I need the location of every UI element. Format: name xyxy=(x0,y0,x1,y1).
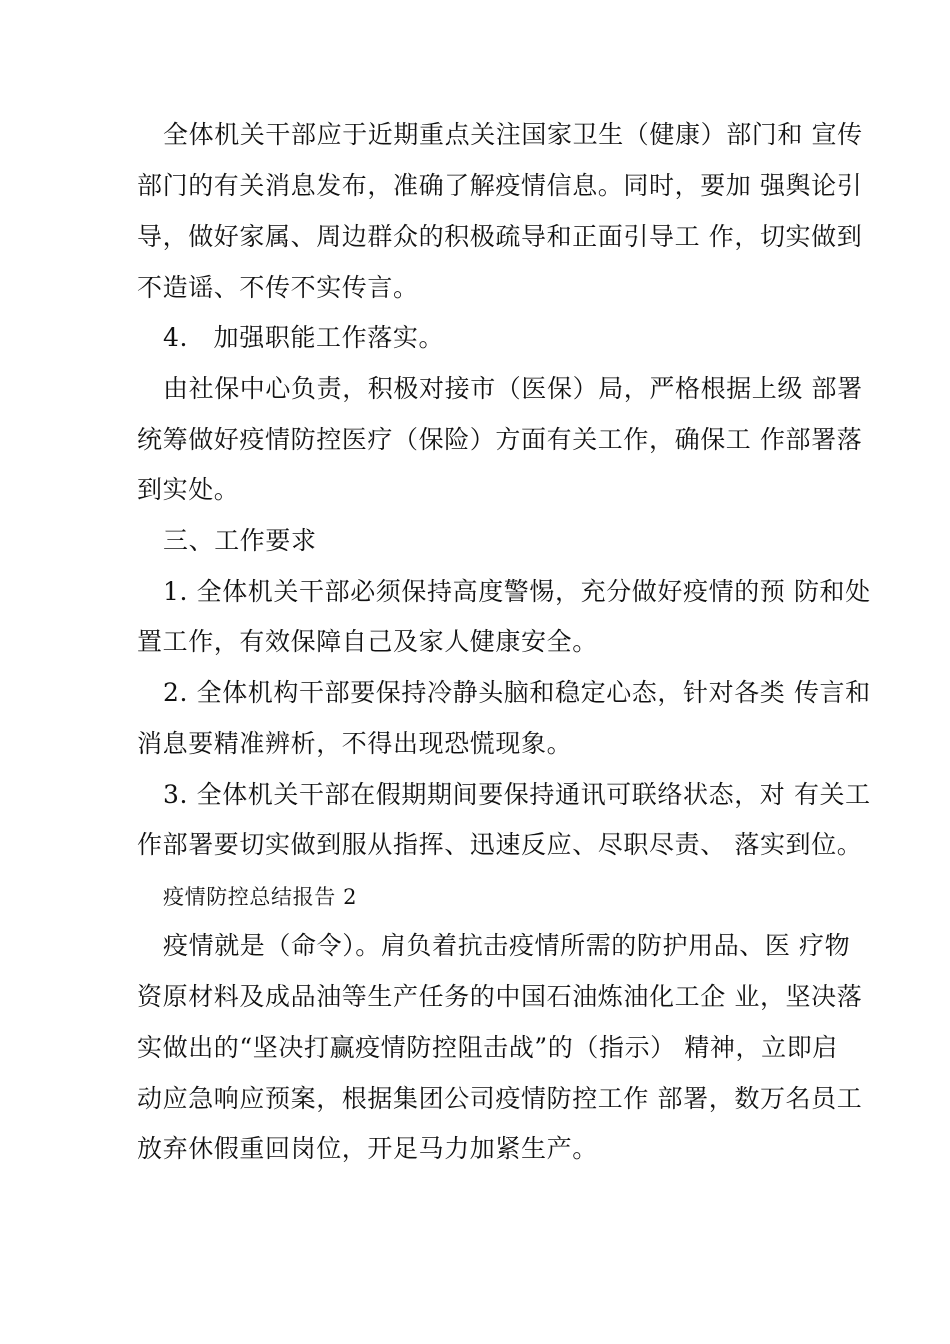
paragraph-line: 3. 全体机关干部在假期期间要保持通讯可联络状态，对 有关工 xyxy=(163,780,871,809)
paragraph-line: 动应急响应预案，根据集团公司疫情防控工作 部署，数万名员工 xyxy=(137,1084,863,1113)
paragraph-line: 实做出的“坚决打赢疫情防控阻击战”的（指示） 精神，立即启 xyxy=(137,1033,838,1062)
paragraph-line: 2. 全体机构干部要保持冷静头脑和稳定心态，针对各类 传言和 xyxy=(163,678,871,707)
paragraph-line: 作部署要切实做到服从指挥、迅速反应、尽职尽责、 落实到位。 xyxy=(137,830,863,859)
paragraph-line: 不造谣、不传不实传言。 xyxy=(137,273,419,302)
paragraph-line: 放弃休假重回岗位，开足马力加紧生产。 xyxy=(137,1134,598,1163)
paragraph-line: 1. 全体机关干部必须保持高度警惕，充分做好疫情的预 防和处 xyxy=(163,577,871,606)
paragraph-line: 部门的有关消息发布，准确了解疫情信息。同时，要加 强舆论引 xyxy=(137,171,863,200)
paragraph-line: 统筹做好疫情防控医疗（保险）方面有关工作，确保工 作部署落 xyxy=(137,425,863,454)
paragraph-line: 资原材料及成品油等生产任务的中国石油炼油化工企 业，坚决落 xyxy=(137,982,863,1011)
paragraph-line: 由社保中心负责，积极对接市（医保）局，严格根据上级 部署 xyxy=(163,374,863,403)
section-heading: 4. 加强职能工作落实。 xyxy=(163,323,445,352)
paragraph-line: 导，做好家属、周边群众的积极疏导和正面引导工 作，切实做到 xyxy=(137,222,863,251)
paragraph-line: 疫情就是（命令）。肩负着抗击疫情所需的防护用品、医 疗物 xyxy=(163,931,851,960)
paragraph-line: 到实处。 xyxy=(137,475,240,504)
paragraph-line: 消息要精准辨析，不得出现恐慌现象。 xyxy=(137,729,573,758)
section-heading: 三、工作要求 xyxy=(163,526,317,555)
paragraph-line: 全体机关干部应于近期重点关注国家卫生（健康）部门和 宣传 xyxy=(163,120,863,149)
paragraph-line: 置工作，有效保障自己及家人健康安全。 xyxy=(137,627,598,656)
report-title: 疫情防控总结报告 2 xyxy=(163,885,358,909)
